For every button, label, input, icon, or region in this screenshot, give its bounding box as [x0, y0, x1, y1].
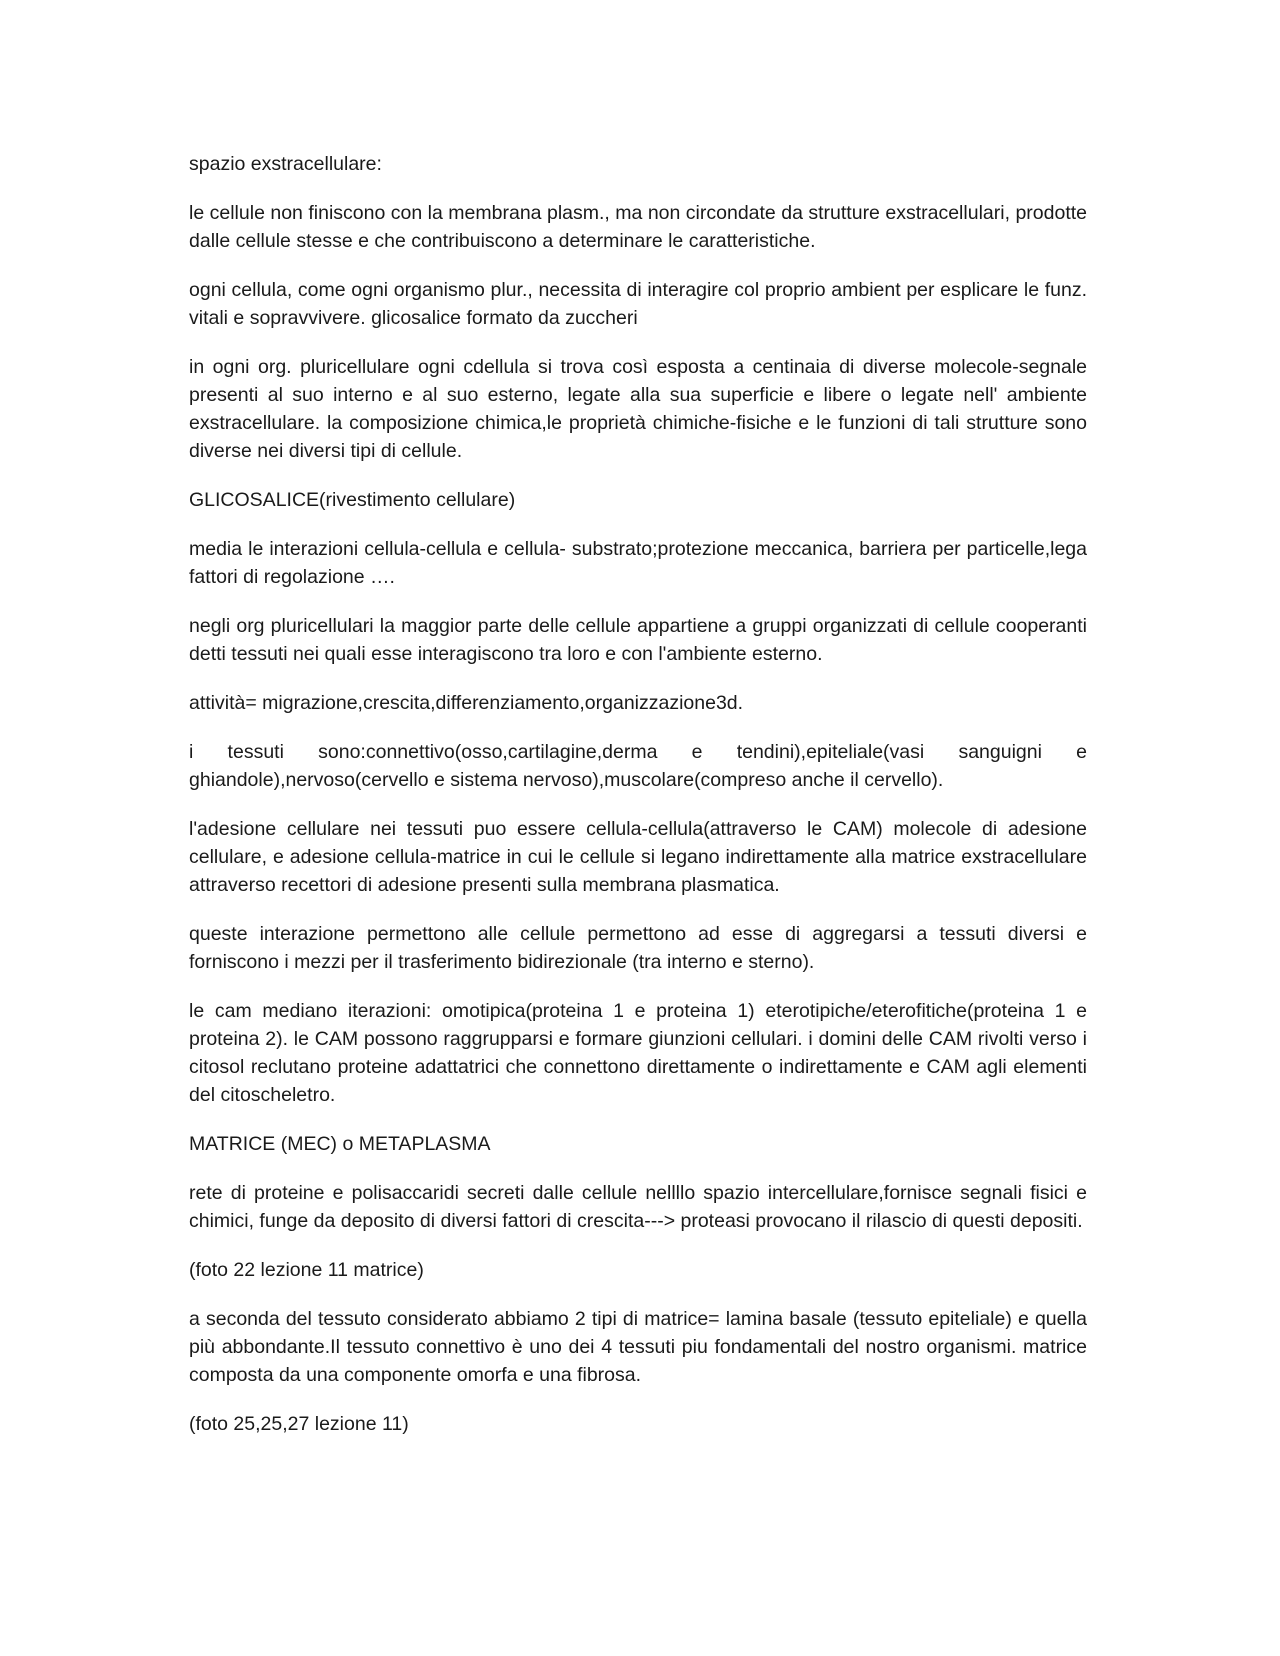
paragraph-16: a seconda del tessuto considerato abbiamo 2 tipi di matrice= lamina basale (tessuto epiteliale) e quella più abbondante.Il tessuto connettivo è uno dei 4 tessuti piu fondamentali del nostro organismi. matrice composta da una componente omorfa e una fibrosa.: [189, 1308, 1087, 1386]
paragraph-2: le cellule non finiscono con la membrana plasm., ma non circondate da strutture exstracellulari, prodotte dalle cellule stesse e che contribuiscono a determinare le caratteristiche.: [189, 202, 1087, 252]
paragraph-17: (foto 25,25,27 lezione 11): [189, 1413, 409, 1435]
paragraph-15: (foto 22 lezione 11 matrice): [189, 1259, 424, 1281]
paragraph-4: in ogni org. pluricellulare ogni cdellula si trova così esposta a centinaia di diverse molecole-segnale presenti al suo interno e al suo esterno, legate alla sua superficie e libere o legate nell' ambiente exstracellulare. la composizione chimica,le proprietà chimiche-fisiche e le funzioni di tali strutture sono diverse nei diversi tipi di cellule.: [189, 356, 1087, 462]
paragraph-14: rete di proteine e polisaccaridi secreti dalle cellule nellllo spazio intercellulare,fornisce segnali fisici e chimici, funge da deposito di diversi fattori di crescita---> proteasi provocano il rilascio di questi depositi.: [189, 1182, 1087, 1232]
paragraph-11: queste interazione permettono alle cellule permettono ad esse di aggregarsi a tessuti diversi e forniscono i mezzi per il trasferimento bidirezionale (tra interno e sterno).: [189, 923, 1087, 973]
document-page: [189, 150, 1087, 1459]
paragraph-9: i tessuti sono:connettivo(osso,cartilagine,derma e tendini),epiteliale(vasi sanguigni e ghiandole),nervoso(cervello e sistema nervoso),muscolare(compreso anche il cervello).: [189, 741, 1087, 791]
paragraph-13: MATRICE (MEC) o METAPLASMA: [189, 1133, 491, 1155]
paragraph-6: media le interazioni cellula-cellula e cellula- substrato;protezione meccanica, barriera per particelle,lega fattori di regolazione ….: [189, 538, 1087, 588]
paragraph-1: spazio exstracellulare:: [189, 153, 382, 175]
paragraph-8: attività= migrazione,crescita,differenziamento,organizzazione3d.: [189, 692, 744, 714]
paragraph-10: l'adesione cellulare nei tessuti puo essere cellula-cellula(attraverso le CAM) molecole di adesione cellulare, e adesione cellula-matrice in cui le cellule si legano indirettamente alla matrice exstracellulare attraverso recettori di adesione presenti sulla membrana plasmatica.: [189, 818, 1087, 896]
paragraph-12: le cam mediano iterazioni: omotipica(proteina 1 e proteina 1) eterotipiche/eterofitiche(proteina 1 e proteina 2). le CAM possono raggrupparsi e formare giunzioni cellulari. i domini delle CAM rivolti verso i citosol reclutano proteine adattatrici che connettono direttamente o indirettamente e CAM agli elementi del citoscheletro.: [189, 1000, 1087, 1106]
paragraph-3: ogni cellula, come ogni organismo plur., necessita di interagire col proprio ambient per esplicare le funz. vitali e sopravvivere. glicosalice formato da zuccheri: [189, 279, 1087, 329]
paragraph-7: negli org pluricellulari la maggior parte delle cellule appartiene a gruppi organizzati di cellule cooperanti detti tessuti nei quali esse interagiscono tra loro e con l'ambiente esterno.: [189, 615, 1087, 665]
paragraph-5: GLICOSALICE(rivestimento cellulare): [189, 489, 516, 511]
